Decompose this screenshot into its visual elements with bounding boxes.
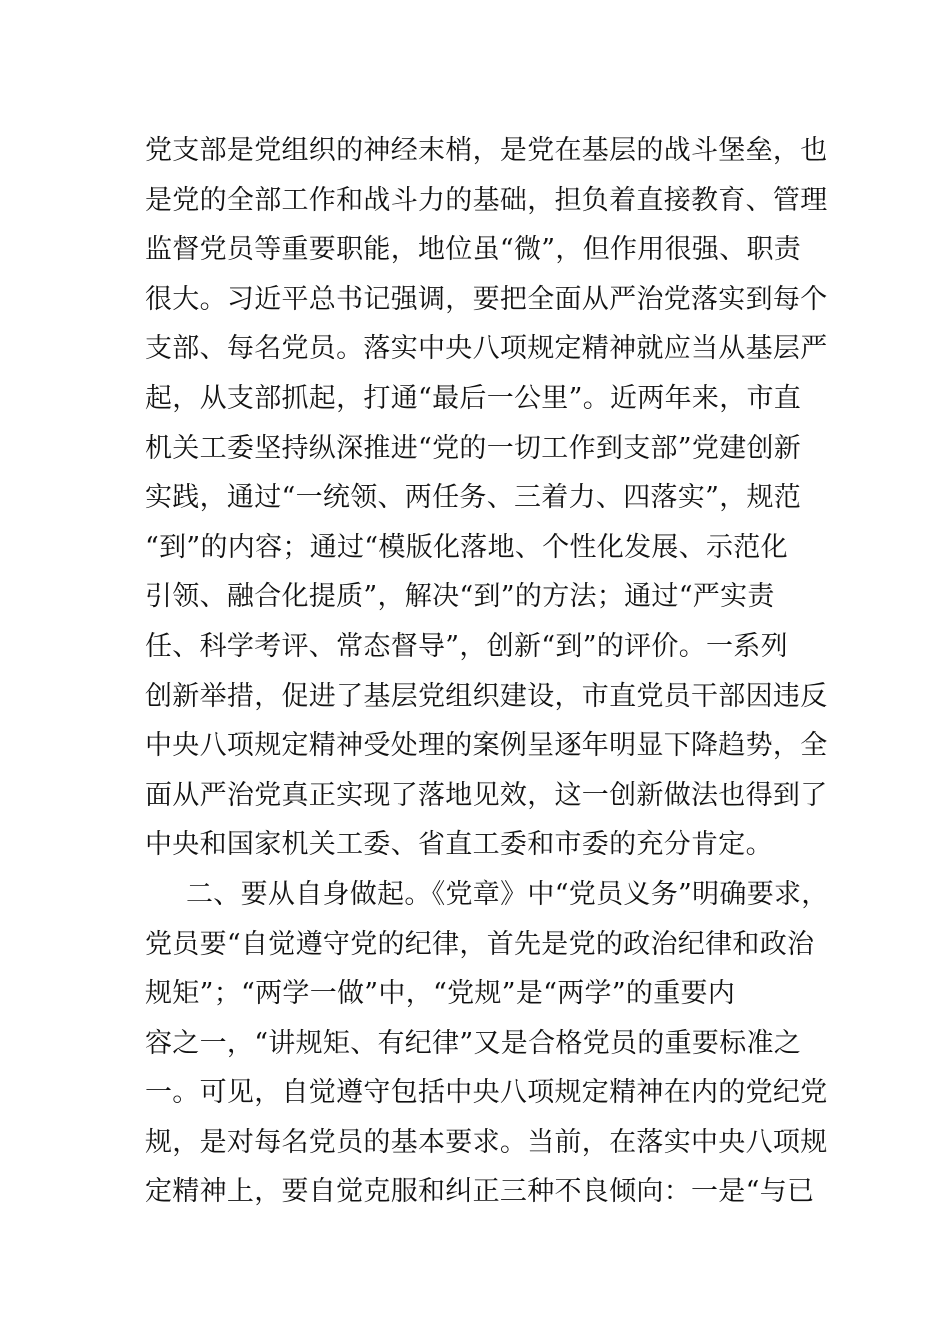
text-line: 机关工委坚持纵深推进“党的一切工作到支部”党建创新	[145, 432, 802, 464]
text-line: 面从严治党真正实现了落地见效，这一创新做法也得到了	[145, 779, 828, 811]
text-line: 起，从支部抓起，打通“最后一公里”。近两年来，市直	[145, 382, 802, 414]
text-line: “到”的内容；通过“模版化落地、个性化发展、示范化	[145, 531, 788, 563]
text-line: 监督党员等重要职能，地位虽“微”，但作用很强、职责	[145, 234, 802, 266]
text-line: 规，是对每名党员的基本要求。当前，在落实中央八项规	[145, 1126, 828, 1158]
text-line: 任、科学考评、常态督导”，创新“到”的评价。一系列	[145, 630, 788, 662]
text-line: 党支部是党组织的神经末梢，是党在基层的战斗堡垒，也	[145, 135, 828, 166]
text-line: 很大。习近平总书记强调，要把全面从严治党落实到每个	[145, 283, 828, 315]
text-line: 中央和国家机关工委、省直工委和市委的充分肯定。	[145, 829, 773, 861]
text-line: 党员要“自觉遵守党的纪律，首先是党的政治纪律和政治	[145, 928, 815, 960]
text-line: 是党的全部工作和战斗力的基础，担负着直接教育、管理	[145, 184, 828, 216]
text-line: 引领、融合化提质”，解决“到”的方法；通过“严实责	[145, 581, 775, 613]
text-line: 定精神上，要自觉克服和纠正三种不良倾向：一是“与已	[145, 1176, 815, 1208]
text-line: 支部、每名党员。落实中央八项规定精神就应当从基层严	[145, 333, 828, 365]
text-line: 中央八项规定精神受处理的案例呈逐年明显下降趋势，全	[145, 730, 828, 762]
text-line: 规矩”；“两学一做”中，“党规”是“两学”的重要内	[145, 978, 736, 1010]
document-body	[145, 126, 829, 1217]
text-line: 实践，通过“一统领、两任务、三着力、四落实”，规范	[145, 482, 802, 514]
text-line: 创新举措，促进了基层党组织建设，市直党员干部因违反	[145, 680, 828, 712]
text-line: 容之一，“讲规矩、有纪律”又是合格党员的重要标准之	[145, 1027, 802, 1059]
paragraph-start-line: 二、要从自身做起。《党章》中“党员义务”明确要求，	[186, 878, 829, 910]
text-line: 一。可见，自觉遵守包括中央八项规定精神在内的党纪党	[145, 1077, 828, 1109]
